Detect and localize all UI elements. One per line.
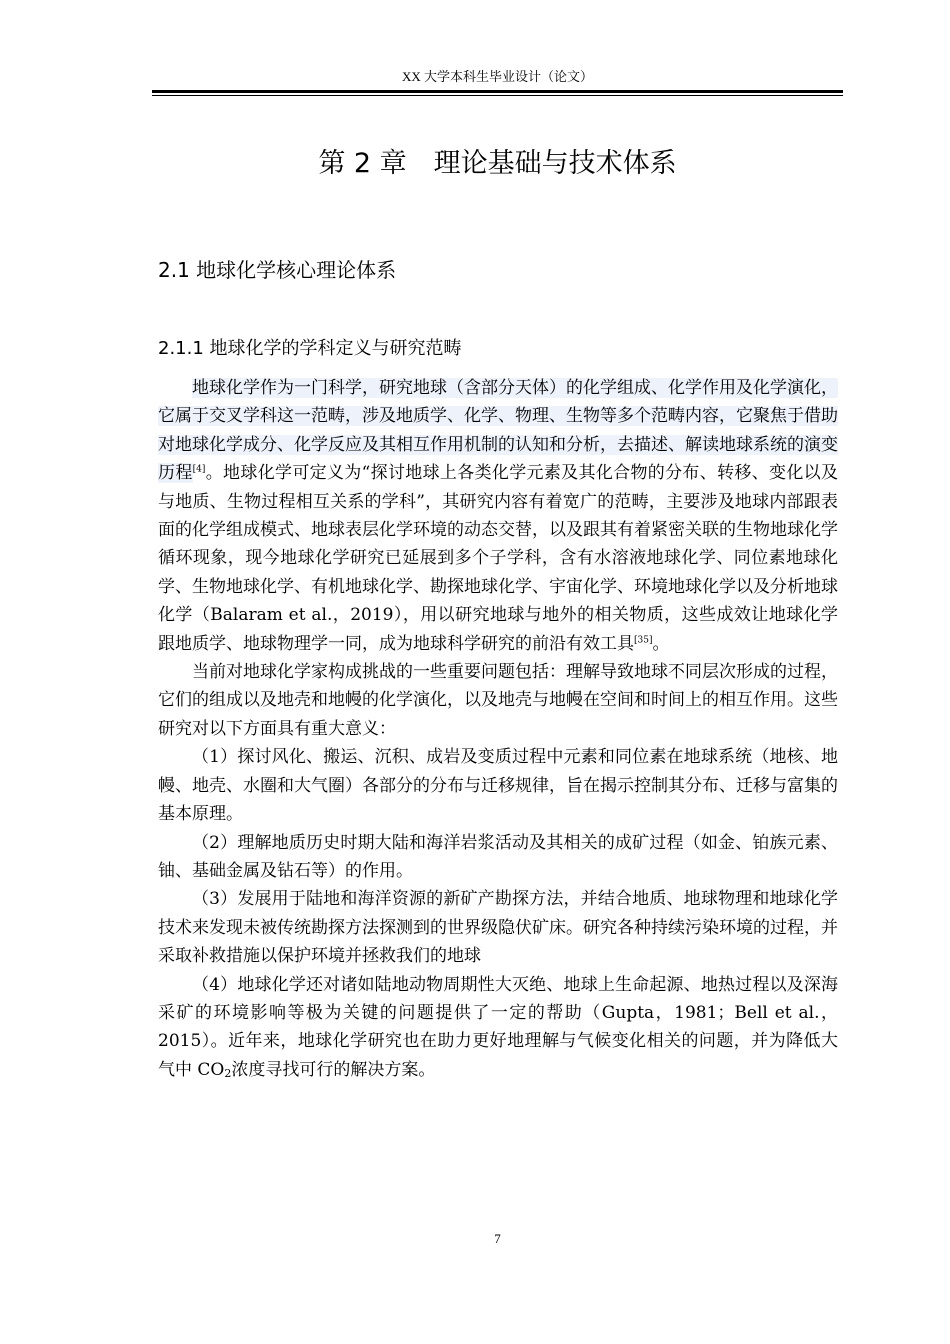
- page-header: XX 大学本科生毕业设计（论文）: [401, 69, 594, 84]
- citation-ref: [35]: [634, 635, 653, 645]
- paragraph-text: 浓度寻找可行的解决方案。: [231, 1059, 436, 1080]
- header-rule-thin: [152, 95, 843, 96]
- citation-ref: [4]: [192, 464, 206, 475]
- paragraph-1: [158, 374, 838, 658]
- body-text: [158, 374, 838, 1084]
- subsection-heading: 2.1.1 地球化学的学科定义与研究范畴: [158, 338, 462, 359]
- section-heading: 2.1 地球化学核心理论体系: [158, 258, 397, 282]
- list-item-2: （2）理解地质历史时期大陆和海洋岩浆活动及其相关的成矿过程（如金、铂族元素、铀、基础金属及钻石等）的作用。: [158, 832, 838, 881]
- list-item-4: [158, 971, 838, 1085]
- chapter-title: 第 2 章 理论基础与技术体系: [318, 148, 677, 179]
- paragraph-text: 。: [652, 633, 670, 654]
- subscript: 2: [224, 1066, 232, 1080]
- paragraph-text: （4）地球化学还对诸如陆地动物周期性大灭绝、地球上生命起源、地热过程以及深海采矿的环境影响等极为关键的问题提供了一定的帮助（Gupta，1981；Bell et al.，2015）。近年来，地球化学研究也在助力更好地理解与气候变化相关的问题，并为降低大气中 CO: [158, 974, 838, 1080]
- list-item-1: （1）探讨风化、搬运、沉积、成岩及变质过程中元素和同位素在地球系统（地核、地幔、地壳、水圈和大气圈）各部分的分布与迁移规律，旨在揭示控制其分布、迁移与富集的基本原理。: [158, 747, 838, 825]
- paragraph-2: 当前对地球化学家构成挑战的一些重要问题包括：理解导致地球不同层次形成的过程，它们的组成以及地壳和地幔的化学演化，以及地壳与地幔在空间和时间上的相互作用。这些研究对以下方面具有重大意义：: [158, 662, 838, 739]
- highlighted-text: 地球化学作为一门科学，研究地球（含部分天体）的化学组成、化学作用及化学演化，它属于交叉学科这一范畴，涉及地质学、化学、物理、生物等多个范畴内容，它聚焦于借助对地球化学成分、化学反应及其相互作用机制的认知和分析，去描述、解读地球系统的演变历程: [158, 378, 838, 484]
- page-number: 7: [494, 1231, 501, 1246]
- list-item-3: （3）发展用于陆地和海洋资源的新矿产勘探方法，并结合地质、地球物理和地球化学技术来发现未被传统勘探方法探测到的世界级隐伏矿床。研究各种持续污染环境的过程，并采取补救措施以保护环境并拯救我们的地球: [158, 889, 838, 967]
- paragraph-text: 。地球化学可定义为“探讨地球上各类化学元素及其化合物的分布、转移、变化以及与地质、生物过程相互关系的学科”，其研究内容有着宽广的范畴，主要涉及地球内部跟表面的化学组成模式、地球表层化学环境的动态交替，以及跟其有着紧密关联的生物地球化学循环现象，现今地球化学研究已延展到多个子学科，含有水溶液地球化学、同位素地球化学、生物地球化学、有机地球化学、勘探地球化学、宇宙化学、环境地球化学以及分析地球化学（Balaram et al.，2019），用以研究地球与地外的相关物质，这些成效让地球化学跟地质学、地球物理学一同，成为地球科学研究的前沿有效工具: [158, 463, 838, 654]
- header-rule-thick: [152, 90, 843, 93]
